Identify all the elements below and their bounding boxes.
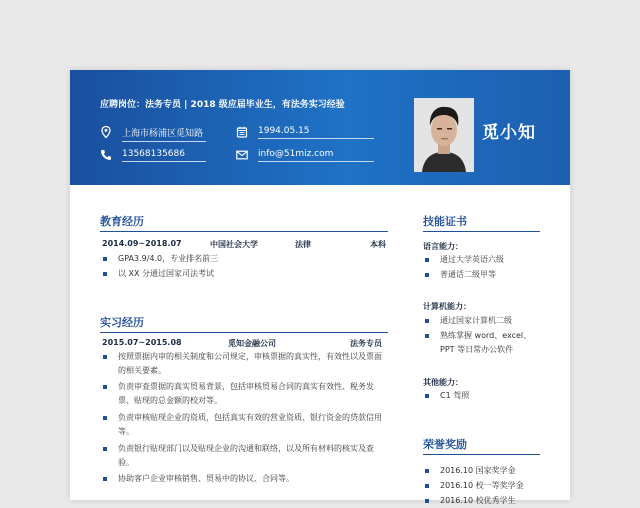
honor-item: 2016.10 校优秀学生 (440, 494, 540, 508)
email-value: info@51miz.com (258, 149, 374, 162)
internship-item: 负责银行贴现部门以及贴现企业的沟通和联络，以及所有材料的核实及查验。 (118, 442, 388, 470)
honors-title: 荣誉奖励 (423, 438, 467, 451)
portrait-image (414, 98, 474, 172)
honor-item: 2016.10 国家奖学金 (440, 464, 540, 478)
internship-title: 实习经历 (100, 316, 144, 329)
honors-divider (423, 454, 540, 455)
education-item: GPA3.9/4.0，专业排名前三 (118, 252, 386, 266)
envelope-icon (236, 149, 248, 161)
computer-label: 计算机能力： (423, 302, 471, 311)
address-value: 上海市杨浦区觅知路 (122, 126, 206, 142)
skill-item: C1 驾照 (440, 389, 540, 403)
education-divider (100, 231, 388, 232)
internship-divider (100, 332, 388, 333)
bullet-icon (425, 484, 429, 488)
internship-item: 协助客户企业审核销售、贸易中的协议、合同等。 (118, 472, 388, 486)
bullet-icon (425, 499, 429, 503)
bullet-icon (425, 469, 429, 473)
education-major: 法律 (295, 240, 311, 249)
skills-title: 技能证书 (423, 215, 467, 228)
bullet-icon (425, 258, 429, 262)
internship-company: 觅知金融公司 (228, 339, 276, 348)
internship-item: 负责审查票据的真实贸易背景，包括审核贸易合同的真实有效性、税务发票、贴现的总金额的校对等。 (118, 380, 388, 408)
phone-value: 13568135686 (122, 149, 206, 162)
education-degree: 本科 (370, 240, 386, 249)
bullet-icon (103, 355, 107, 359)
resume-page (70, 70, 570, 505)
bullet-icon (103, 447, 107, 451)
education-period: 2014.09~2018.07 (102, 239, 182, 248)
internship-item: 按照票据内审的相关制度和公司规定，审核票据的真实性，有效性以及票面的相关要素。 (118, 350, 388, 378)
skill-item: 通过大学英语六级 (440, 253, 540, 267)
education-school: 中国社会大学 (210, 240, 258, 249)
other-label: 其他能力： (423, 378, 463, 387)
bullet-icon (103, 272, 107, 276)
bullet-icon (425, 319, 429, 323)
bullet-icon (103, 477, 107, 481)
internship-role: 法务专员 (350, 339, 382, 348)
internship-item: 负责审核贴现企业的资质，包括真实有效的营业资质、银行资金的贷款信用等。 (118, 411, 388, 439)
calendar-icon (236, 126, 248, 138)
resume-header (70, 70, 570, 185)
bullet-icon (425, 334, 429, 338)
candidate-name: 觅小知 (482, 123, 536, 143)
skills-divider (423, 231, 540, 232)
bullet-icon (103, 416, 107, 420)
bullet-icon (425, 394, 429, 398)
skill-item: 熟练掌握 word、excel、PPT 等日常办公软件 (440, 329, 540, 357)
bullet-icon (103, 385, 107, 389)
location-pin-icon (100, 126, 112, 138)
profile-photo (414, 98, 474, 172)
phone-icon (100, 149, 112, 161)
education-item: 以 XX 分通过国家司法考试 (118, 267, 386, 281)
skill-item: 普通话二级甲等 (440, 268, 540, 282)
bullet-icon (103, 257, 107, 261)
applied-position: 应聘岗位：法务专员 | 2018 级应届毕业生，有法务实习经验 (100, 100, 345, 110)
language-label: 语言能力： (423, 242, 463, 251)
bullet-icon (425, 273, 429, 277)
birthday-value: 1994.05.15 (258, 126, 374, 139)
education-title: 教育经历 (100, 215, 144, 228)
internship-period: 2015.07~2015.08 (102, 338, 182, 347)
honor-item: 2016.10 校一等奖学金 (440, 479, 540, 493)
skill-item: 通过国家计算机二级 (440, 314, 540, 328)
